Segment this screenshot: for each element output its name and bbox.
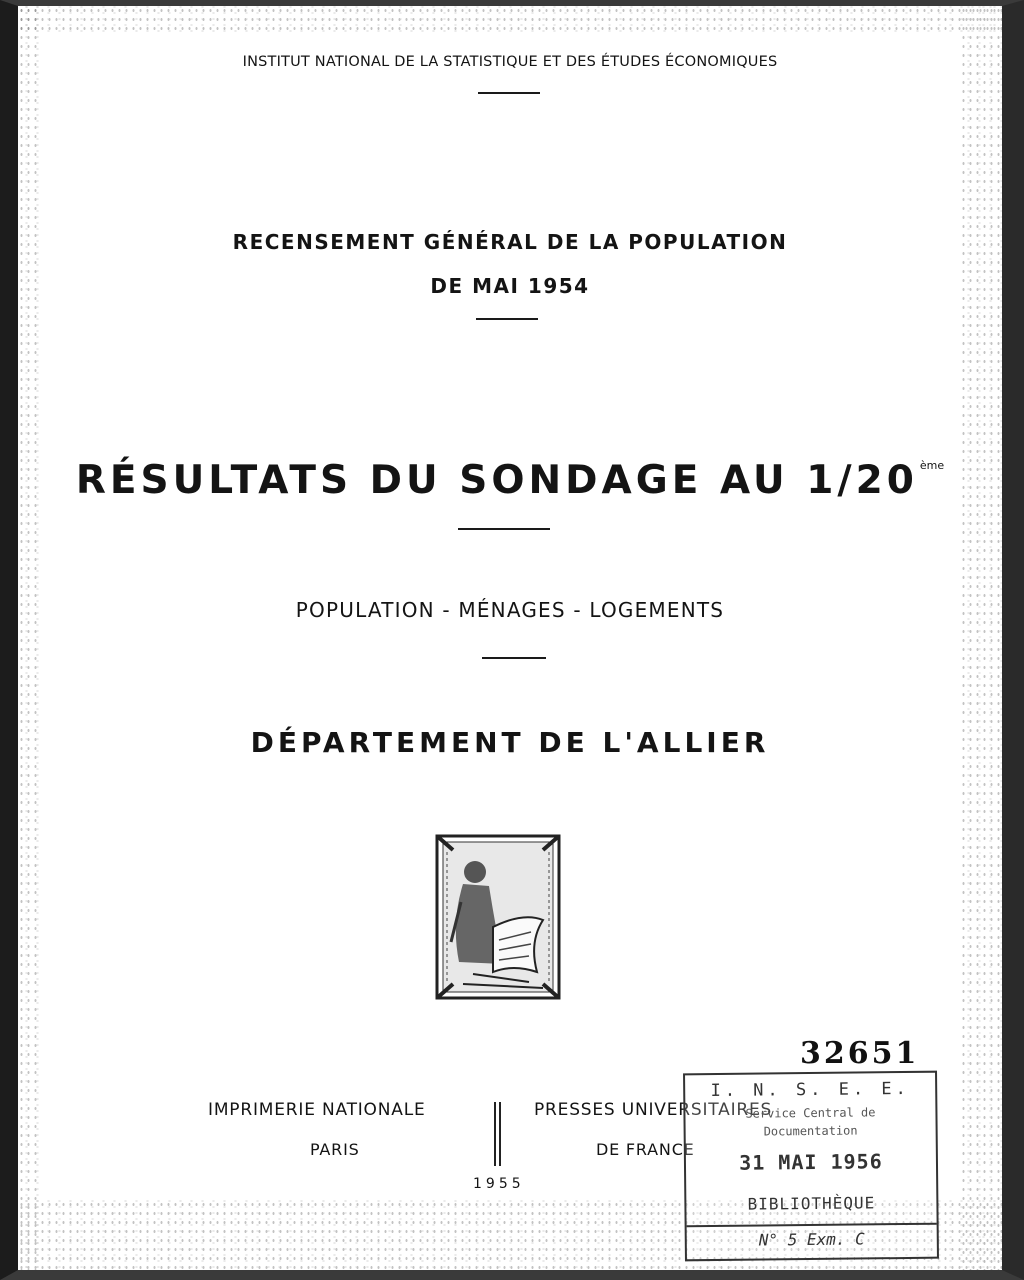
divider	[478, 92, 540, 94]
divider	[482, 657, 546, 659]
divider-vertical	[499, 1102, 501, 1166]
main-title-text: RÉSULTATS DU SONDAGE AU 1/20	[75, 458, 918, 503]
main-title	[18, 458, 1002, 503]
census-title-line2: DE MAI 1954	[430, 274, 590, 298]
divider	[476, 318, 538, 320]
stamp-number: N° 5 Exm. C	[687, 1223, 937, 1251]
divider-vertical	[494, 1102, 496, 1166]
library-stamp	[683, 1071, 939, 1262]
main-title-superscript: ème	[919, 459, 945, 472]
divider	[458, 528, 550, 530]
publication-year: 1955	[473, 1176, 525, 1192]
subtitle: POPULATION - MÉNAGES - LOGEMENTS	[295, 598, 725, 622]
seated-figure-emblem-icon	[433, 832, 563, 1002]
stamp-documentation: Documentation	[763, 1123, 858, 1139]
handwritten-number: 32651	[800, 1036, 920, 1071]
publisher-left-line2: PARIS	[310, 1140, 360, 1159]
department-title: DÉPARTEMENT DE L'ALLIER	[250, 726, 770, 759]
publisher-left-line1: IMPRIMERIE NATIONALE	[208, 1100, 426, 1120]
stamp-library: BIBLIOTHÈQUE	[747, 1193, 876, 1214]
stamp-date: 31 MAI 1956	[739, 1149, 883, 1175]
publisher-right-line1: PRESSES UNIVERSITAIRES	[534, 1100, 773, 1120]
stamp-org: I. N. S. E. E.	[710, 1078, 910, 1102]
stamp-service: Service Central de	[745, 1105, 876, 1121]
census-title-line1: RECENSEMENT GÉNÉRAL DE LA POPULATION	[232, 230, 788, 254]
institute-name: INSTITUT NATIONAL DE LA STATISTIQUE ET DES ÉTUDES ÉCONOMIQUES	[242, 54, 778, 70]
publisher-right-line2: DE FRANCE	[596, 1140, 695, 1159]
